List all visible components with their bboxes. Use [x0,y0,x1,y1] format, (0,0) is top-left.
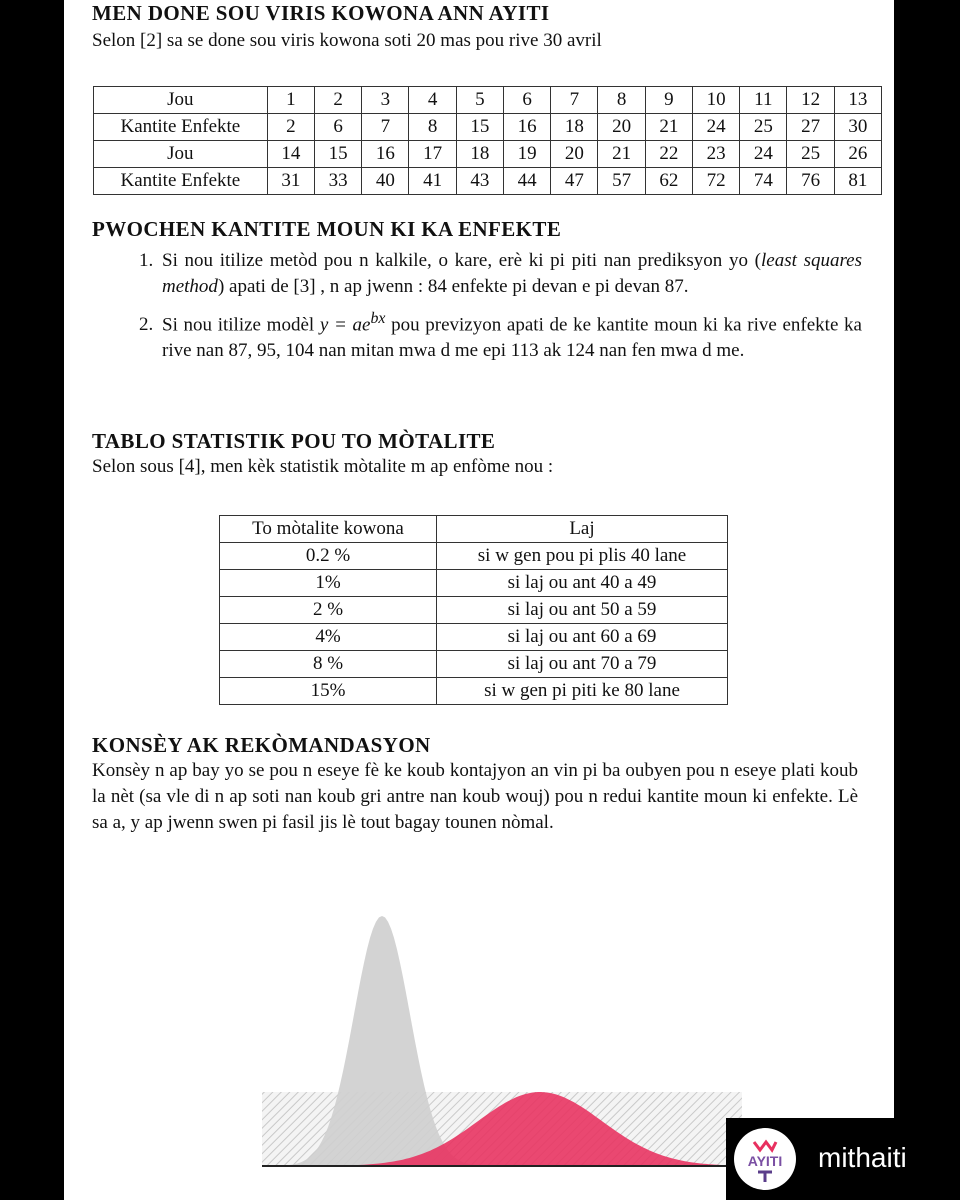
table-cell: 43 [456,168,503,195]
formula: y = ae [319,314,371,336]
table-cell: 23 [692,141,739,168]
table-cell: 7 [551,87,598,114]
table-cell: 25 [740,114,787,141]
table-cell: 22 [645,141,692,168]
table-row [94,87,882,114]
table-cell: 57 [598,168,645,195]
table-cell: 62 [645,168,692,195]
table-cell: 9 [645,87,692,114]
table-row [220,543,728,570]
table-cell: 24 [740,141,787,168]
section-predictions [92,216,862,370]
table-cell: 18 [551,114,598,141]
table-cell: 21 [598,141,645,168]
table-row [94,114,882,141]
table-cell: 12 [787,87,834,114]
mortality-rate-cell: 8 % [220,651,437,678]
item-text: Si nou itilize modèl [162,314,320,336]
table-cell: 11 [740,87,787,114]
table-cell: 16 [503,114,550,141]
section-subtitle-data: Selon [2] sa se done sou viris kowona soti 20 mas pou rive 30 avril [92,30,602,51]
age-range-cell: si laj ou ant 40 a 49 [437,570,728,597]
section-subtitle-mortality: Selon sous [4], men kèk statistik mòtalite m ap enfòme nou : [92,456,554,477]
table-cell: 5 [456,87,503,114]
table-cell: 21 [645,114,692,141]
table-row [220,570,728,597]
table-cell: 20 [551,141,598,168]
formula-exponent: bx [370,310,386,327]
prediction-list [92,248,862,364]
table-cell: 24 [692,114,739,141]
table-cell: 18 [456,141,503,168]
mortality-rate-cell: 2 % [220,597,437,624]
table-cell: Kantite Enfekte [94,168,268,195]
table-cell: 6 [314,114,361,141]
table-cell: Kantite Enfekte [94,114,268,141]
table-cell: 41 [409,168,456,195]
table-row [94,168,882,195]
table-cell: 15 [456,114,503,141]
table-cell: 81 [834,168,881,195]
table-cell: 7 [362,114,409,141]
table-cell: 15 [314,141,361,168]
table-cell: 72 [692,168,739,195]
age-range-cell: si w gen pou pi plis 40 lane [437,543,728,570]
table-cell: 8 [409,114,456,141]
table-cell: 40 [362,168,409,195]
table-row [220,651,728,678]
mortality-rate-cell: 1% [220,570,437,597]
table-cell: 30 [834,114,881,141]
advice-paragraph: Konsèy n ap bay yo se pou n eseye fè ke koub kontajyon an vin pi ba oubyen pou n eseye plati koub la nèt (sa vle di n ap soti nan koub gri antre nan koub wouj) pou n redui kantite moun ki enfekte. Lè sa a, y ap jwenn swen pi fasil jis lè tout bagay tounen nòmal. [92,760,858,833]
age-range-cell: si laj ou ant 60 a 69 [437,624,728,651]
table-cell: 27 [787,114,834,141]
table-cell: 13 [834,87,881,114]
section-mortality [92,428,553,480]
section-title-data: MEN DONE SOU VIRIS KOWONA ANN AYITI [92,1,550,25]
item-text: ) apati de [3] , n ap jwenn : 84 enfekte pi devan e pi devan 87. [217,276,689,297]
table-cell: 1 [267,87,314,114]
mithaiti-logo [734,1128,796,1190]
table-cell: 25 [787,141,834,168]
age-range-cell: si laj ou ant 70 a 79 [437,651,728,678]
mortality-table [219,515,728,705]
mortality-rate-cell: 4% [220,624,437,651]
table-header-row [220,516,728,543]
table-cell: 33 [314,168,361,195]
section-title-advice: KONSÈY AK REKÒMANDASYON [92,733,431,757]
section-advice [92,732,858,836]
table-cell: 44 [503,168,550,195]
table-cell: 8 [598,87,645,114]
table-cell: Jou [94,141,268,168]
table-row [94,141,882,168]
table-cell: 3 [362,87,409,114]
list-item [158,248,862,300]
table-cell: 20 [598,114,645,141]
document-page [64,0,894,1200]
watermark-badge [726,1118,960,1200]
table-cell: 74 [740,168,787,195]
age-range-cell: si laj ou ant 50 a 59 [437,597,728,624]
section-data [92,0,602,54]
table-cell: 47 [551,168,598,195]
item-text: pou previzyon apati de ke kantite moun ki ka rive enfekte ka rive nan 87, 95, 104 nan mitan mwa d me epi 113 ak 124 nan fen mwa d me. [162,314,862,362]
table-cell: 10 [692,87,739,114]
table-row [220,597,728,624]
item-text: Si nou itilize metòd pou n kalkile, o kare, erè ki pi piti nan prediksyon yo ( [162,250,761,271]
table-cell: 31 [267,168,314,195]
table-row [220,678,728,705]
table-cell: 17 [409,141,456,168]
table-row [220,624,728,651]
table-cell: Jou [94,87,268,114]
watermark-username: mithaiti [818,1142,907,1173]
column-header-age: Laj [437,516,728,543]
logo-text: AYITI [747,1153,783,1169]
table-cell: 16 [362,141,409,168]
table-cell: 26 [834,141,881,168]
table-cell: 2 [314,87,361,114]
age-range-cell: si w gen pi piti ke 80 lane [437,678,728,705]
table-cell: 4 [409,87,456,114]
table-cell: 14 [267,141,314,168]
item-emphasis: least squares method [162,250,862,297]
table-cell: 2 [267,114,314,141]
cases-table [93,86,882,195]
table-cell: 76 [787,168,834,195]
section-title-mortality: TABLO STATISTIK POU TO MÒTALITE [92,429,496,453]
list-item [158,306,862,364]
column-header-rate: To mòtalite kowona [220,516,437,543]
table-cell: 19 [503,141,550,168]
section-title-predictions: PWOCHEN KANTITE MOUN KI KA ENFEKTE [92,217,562,241]
mortality-rate-cell: 0.2 % [220,543,437,570]
table-cell: 6 [503,87,550,114]
mortality-rate-cell: 15% [220,678,437,705]
